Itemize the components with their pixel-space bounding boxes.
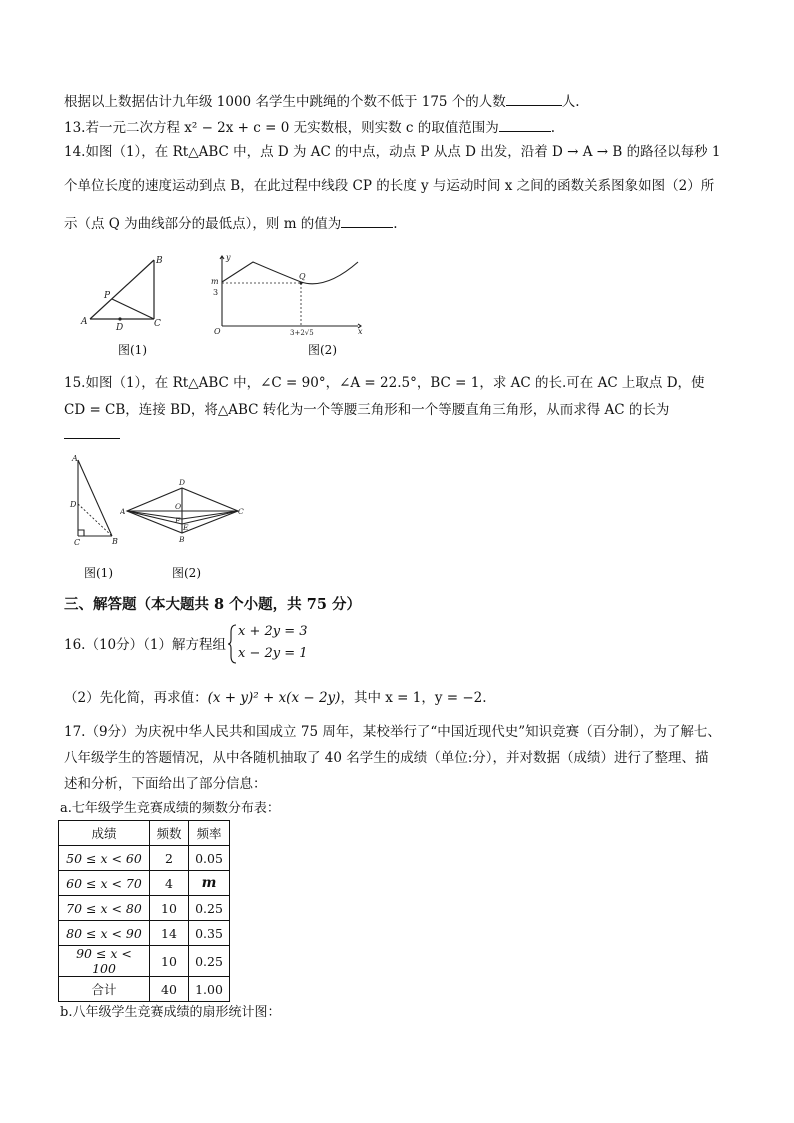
q13-text: 13.若一元二次方程 x² − 2x + c = 0 无实数根，则实数 c 的取值范围为: [64, 120, 499, 136]
table-cell: 10: [150, 896, 189, 921]
table-row: [59, 946, 230, 977]
fig2-label-q: Q: [299, 272, 306, 281]
q15-line2: CD = CB，连接 BD，将△ABC 转化为一个等腰三角形和一个等腰直角三角形，从而求得 AC 的长为: [64, 402, 670, 418]
q14-caption2: 图(2): [308, 343, 337, 357]
q16-eq2: x − 2y = 1: [238, 646, 308, 661]
section3-title: 三、解答题（本大题共 8 个小题，共 75 分）: [64, 596, 361, 613]
fig2-label-m: m: [211, 277, 219, 286]
table-row: [59, 846, 230, 871]
q14-line2: 个单位长度的速度运动到点 B，在此过程中线段 CP 的长度 y 与运动时间 x 之间的函数关系图象如图（2）所: [64, 178, 715, 194]
table-cell: 0.25: [189, 896, 230, 921]
table-cell: 70 ≤ x < 80: [59, 896, 150, 921]
table-cell: 2: [150, 846, 189, 871]
table-row: [59, 896, 230, 921]
q15-fig1-label-c: C: [74, 538, 81, 547]
q15-figure1: [64, 452, 124, 548]
table-cell: 60 ≤ x < 70: [59, 871, 150, 896]
q15-fig2-label-b: B: [179, 535, 185, 544]
q15-figure2: [120, 476, 246, 546]
q15-fig1-label-d: D: [70, 500, 77, 509]
q14-tail: .: [393, 216, 398, 232]
table-row: [59, 871, 230, 896]
q14-answer-blank[interactable]: [341, 213, 393, 228]
fig1-label-a: A: [81, 317, 88, 327]
q17-part-a: a.七年级学生竞赛成绩的频数分布表：: [60, 801, 280, 816]
q15-caption1: 图(1): [84, 566, 113, 580]
q14-line3-wrap: [64, 213, 398, 233]
q13-tail: .: [550, 120, 556, 136]
q17-line2: 八年级学生的答题情况，从中各随机抽取了 40 名学生的成绩（单位:分），并对数据（成绩）进行了整理、描: [64, 750, 709, 766]
fig1-label-d: D: [116, 323, 124, 333]
q15-fig2-label-e: E: [183, 523, 189, 532]
q15-line1: 15.如图（1），在 Rt△ABC 中，∠C = 90°，∠A = 22.5°，BC = 1，求 AC 的长.可在 AC 上取点 D，使: [64, 375, 705, 391]
table-cell: 0.05: [189, 846, 230, 871]
q15-blank-line: [64, 424, 120, 444]
q15-fig2-label-o: O: [175, 502, 182, 511]
q14-caption1: 图(1): [118, 343, 147, 357]
q12-tail: 人.: [561, 94, 580, 110]
q14-figure2: [206, 250, 366, 338]
q15-fig2-label-f: F: [175, 516, 181, 525]
table-header-cell: 频数: [150, 821, 189, 846]
fig1-label-b: B: [156, 256, 163, 266]
fig2-label-x: x: [358, 327, 363, 336]
fig1-label-p: P: [104, 291, 111, 301]
fig2-label-3: 3: [213, 288, 219, 297]
table-cell: 1.00: [189, 977, 230, 1002]
q15-fig1-label-b: B: [112, 537, 118, 546]
fig1-label-c: C: [154, 319, 161, 329]
q14-line1: 14.如图（1），在 Rt△ABC 中，点 D 为 AC 的中点，动点 P 从点 D 出发，沿着 D → A → B 的路径以每秒 1: [64, 144, 721, 160]
q15-fig2-label-c: C: [238, 507, 244, 516]
table-row: [59, 977, 230, 1002]
q17-part-b: b.八年级学生竞赛成绩的扇形统计图：: [60, 1005, 281, 1020]
table-row: [59, 921, 230, 946]
table-cell: 10: [150, 946, 189, 977]
q16-eq1: x + 2y = 3: [238, 624, 308, 639]
table-cell: 14: [150, 921, 189, 946]
table-cell: 合计: [59, 977, 150, 1002]
q14-line3: 示（点 Q 为曲线部分的最低点），则 m 的值为: [64, 216, 342, 232]
q17-line3: 述和分析，下面给出了部分信息：: [64, 776, 267, 792]
q16-expr: (x + y)² + x(x − 2y): [207, 690, 341, 706]
fig2-label-o: O: [214, 327, 221, 336]
q13-line: [64, 117, 555, 137]
table-cell: 90 ≤ x < 100: [59, 946, 150, 977]
q16-part2-prefix: （2）先化简，再求值：: [64, 690, 208, 706]
q12-answer-blank[interactable]: [506, 91, 562, 106]
q15-fig1-label-a: A: [72, 454, 78, 463]
frequency-table: [58, 820, 230, 1002]
q16-part2: [64, 689, 487, 707]
q15-answer-blank[interactable]: [64, 424, 120, 439]
table-cell: 80 ≤ x < 90: [59, 921, 150, 946]
table-cell: m: [189, 871, 230, 896]
q12-line: [64, 91, 580, 111]
table-cell: 50 ≤ x < 60: [59, 846, 150, 871]
q13-answer-blank[interactable]: [499, 117, 551, 132]
q15-fig2-label-d: D: [179, 478, 186, 487]
table-header-row: [59, 821, 230, 846]
table-cell: 0.25: [189, 946, 230, 977]
fig2-label-y: y: [226, 253, 231, 262]
q17-line1: 17.（9分）为庆祝中华人民共和国成立 75 周年，某校举行了“中国近现代史”知识竞赛（百分制），为了解七、: [64, 724, 721, 740]
table-cell: 4: [150, 871, 189, 896]
q16-prefix: 16.（10分）（1）解方程组: [64, 637, 226, 653]
q14-figure1: [80, 252, 176, 336]
q12-text: 根据以上数据估计九年级 1000 名学生中跳绳的个数不低于 175 个的人数: [64, 94, 506, 110]
q15-caption2: 图(2): [172, 566, 201, 580]
table-cell: 40: [150, 977, 189, 1002]
table-cell: 0.35: [189, 921, 230, 946]
fig2-label-xval: 3+2√5: [290, 329, 314, 337]
q15-fig2-label-a: A: [120, 507, 126, 516]
table-header-cell: 成绩: [59, 821, 150, 846]
q16-cond: ，其中 x = 1，y = −2.: [340, 690, 487, 706]
table-header-cell: 频率: [189, 821, 230, 846]
brace-icon: [228, 624, 238, 664]
